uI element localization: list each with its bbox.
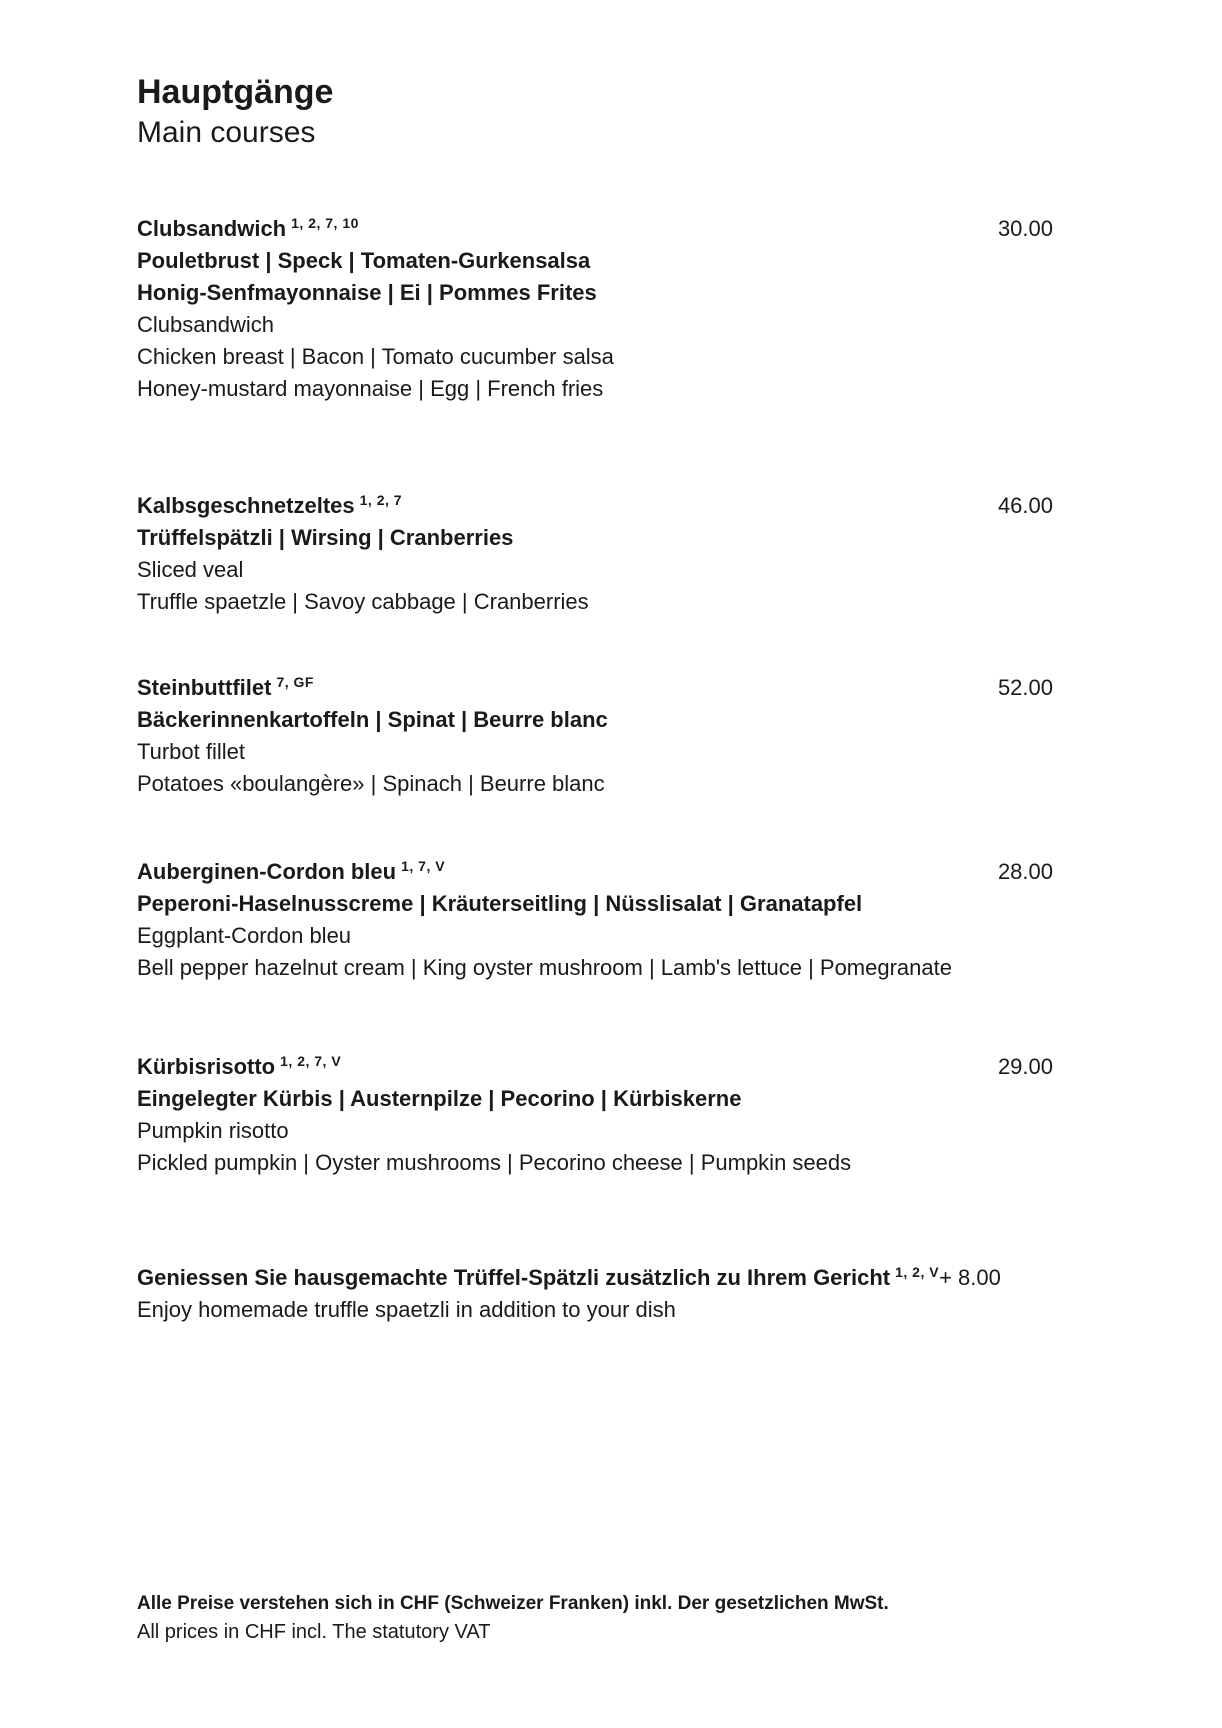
supplement-price: + 8.00 [939, 1265, 1001, 1290]
item-price: 46.00 [997, 493, 1053, 518]
item-head [137, 490, 1053, 522]
item-line: Chicken breast | Bacon | Tomato cucumber salsa [137, 344, 614, 369]
allergen-superscript: 1, 2, 7, V [280, 1052, 342, 1069]
menu-item-kuerbisrisotto [137, 1051, 1053, 1179]
item-line: Pouletbrust | Speck | Tomaten-Gurkensalsa [137, 248, 591, 273]
allergen-superscript: 1, 2, V [895, 1263, 940, 1280]
item-name: Steinbuttfilet [137, 675, 272, 700]
allergen-superscript: 1, 7, V [401, 857, 446, 874]
item-name: Kalbsgeschnetzeltes [137, 493, 355, 518]
item-line: Pumpkin risotto [137, 1118, 289, 1143]
item-head [137, 856, 1053, 888]
item-line: Eggplant-Cordon bleu [137, 923, 352, 948]
supplement-text-de: Geniessen Sie hausgemachte Trüffel-Spätzli zusätzlich zu Ihrem Gericht [137, 1265, 891, 1290]
item-line: Pickled pumpkin | Oyster mushrooms | Pecorino cheese | Pumpkin seeds [137, 1150, 852, 1175]
menu-item-list [137, 213, 1053, 1326]
item-line: Clubsandwich [137, 312, 274, 337]
allergen-superscript: 1, 2, 7, 10 [291, 214, 359, 231]
item-name: Kürbisrisotto [137, 1054, 276, 1079]
item-line: Peperoni-Haselnusscreme | Kräuterseitling | Nüsslisalat | Granatapfel [137, 891, 863, 916]
vat-footer [137, 1589, 889, 1647]
item-line: Honig-Senfmayonnaise | Ei | Pommes Frites [137, 280, 597, 305]
item-line: Trüffelspätzli | Wirsing | Cranberries [137, 525, 514, 550]
item-line: Sliced veal [137, 557, 244, 582]
vat-note-en: All prices in CHF incl. The statutory VAT [137, 1621, 491, 1643]
item-line: Honey-mustard mayonnaise | Egg | French fries [137, 376, 604, 401]
supplement-head [137, 1262, 1053, 1294]
supplement-text-en: Enjoy homemade truffle spaetzli in addition to your dish [137, 1297, 676, 1322]
item-line: Bäckerinnenkartoffeln | Spinat | Beurre blanc [137, 707, 608, 732]
vat-note-de: Alle Preise verstehen sich in CHF (Schweizer Franken) inkl. Der gesetzlichen MwSt. [137, 1593, 889, 1614]
item-price: 30.00 [997, 216, 1053, 241]
item-name: Auberginen-Cordon bleu [137, 859, 397, 884]
allergen-superscript: 7, GF [276, 673, 314, 690]
truffle-spaetzli-supplement-note [137, 1262, 1053, 1326]
item-head [137, 672, 1053, 704]
menu-item-clubsandwich [137, 213, 1053, 405]
item-name: Clubsandwich [137, 216, 287, 241]
item-price: 28.00 [997, 859, 1053, 884]
menu-item-auberginen-cordon-bleu [137, 856, 1053, 984]
item-line: Eingelegter Kürbis | Austernpilze | Pecorino | Kürbiskerne [137, 1086, 742, 1111]
menu-item-steinbuttfilet [137, 672, 1053, 800]
item-price: 52.00 [997, 675, 1053, 700]
menu-document [137, 0, 1053, 1326]
item-line: Potatoes «boulangère» | Spinach | Beurre blanc [137, 771, 605, 796]
item-head [137, 1051, 1053, 1083]
menu-item-kalbsgeschnetzeltes [137, 490, 1053, 618]
allergen-superscript: 1, 2, 7 [359, 491, 403, 508]
page-title-en: Main courses [137, 116, 316, 149]
item-price: 29.00 [997, 1054, 1053, 1079]
item-line: Bell pepper hazelnut cream | King oyster mushroom | Lamb's lettuce | Pomegranate [137, 955, 952, 980]
item-line: Truffle spaetzle | Savoy cabbage | Cranberries [137, 589, 589, 614]
page-title-de: Hauptgänge [137, 73, 334, 111]
item-head [137, 213, 1053, 245]
item-line: Turbot fillet [137, 739, 246, 764]
